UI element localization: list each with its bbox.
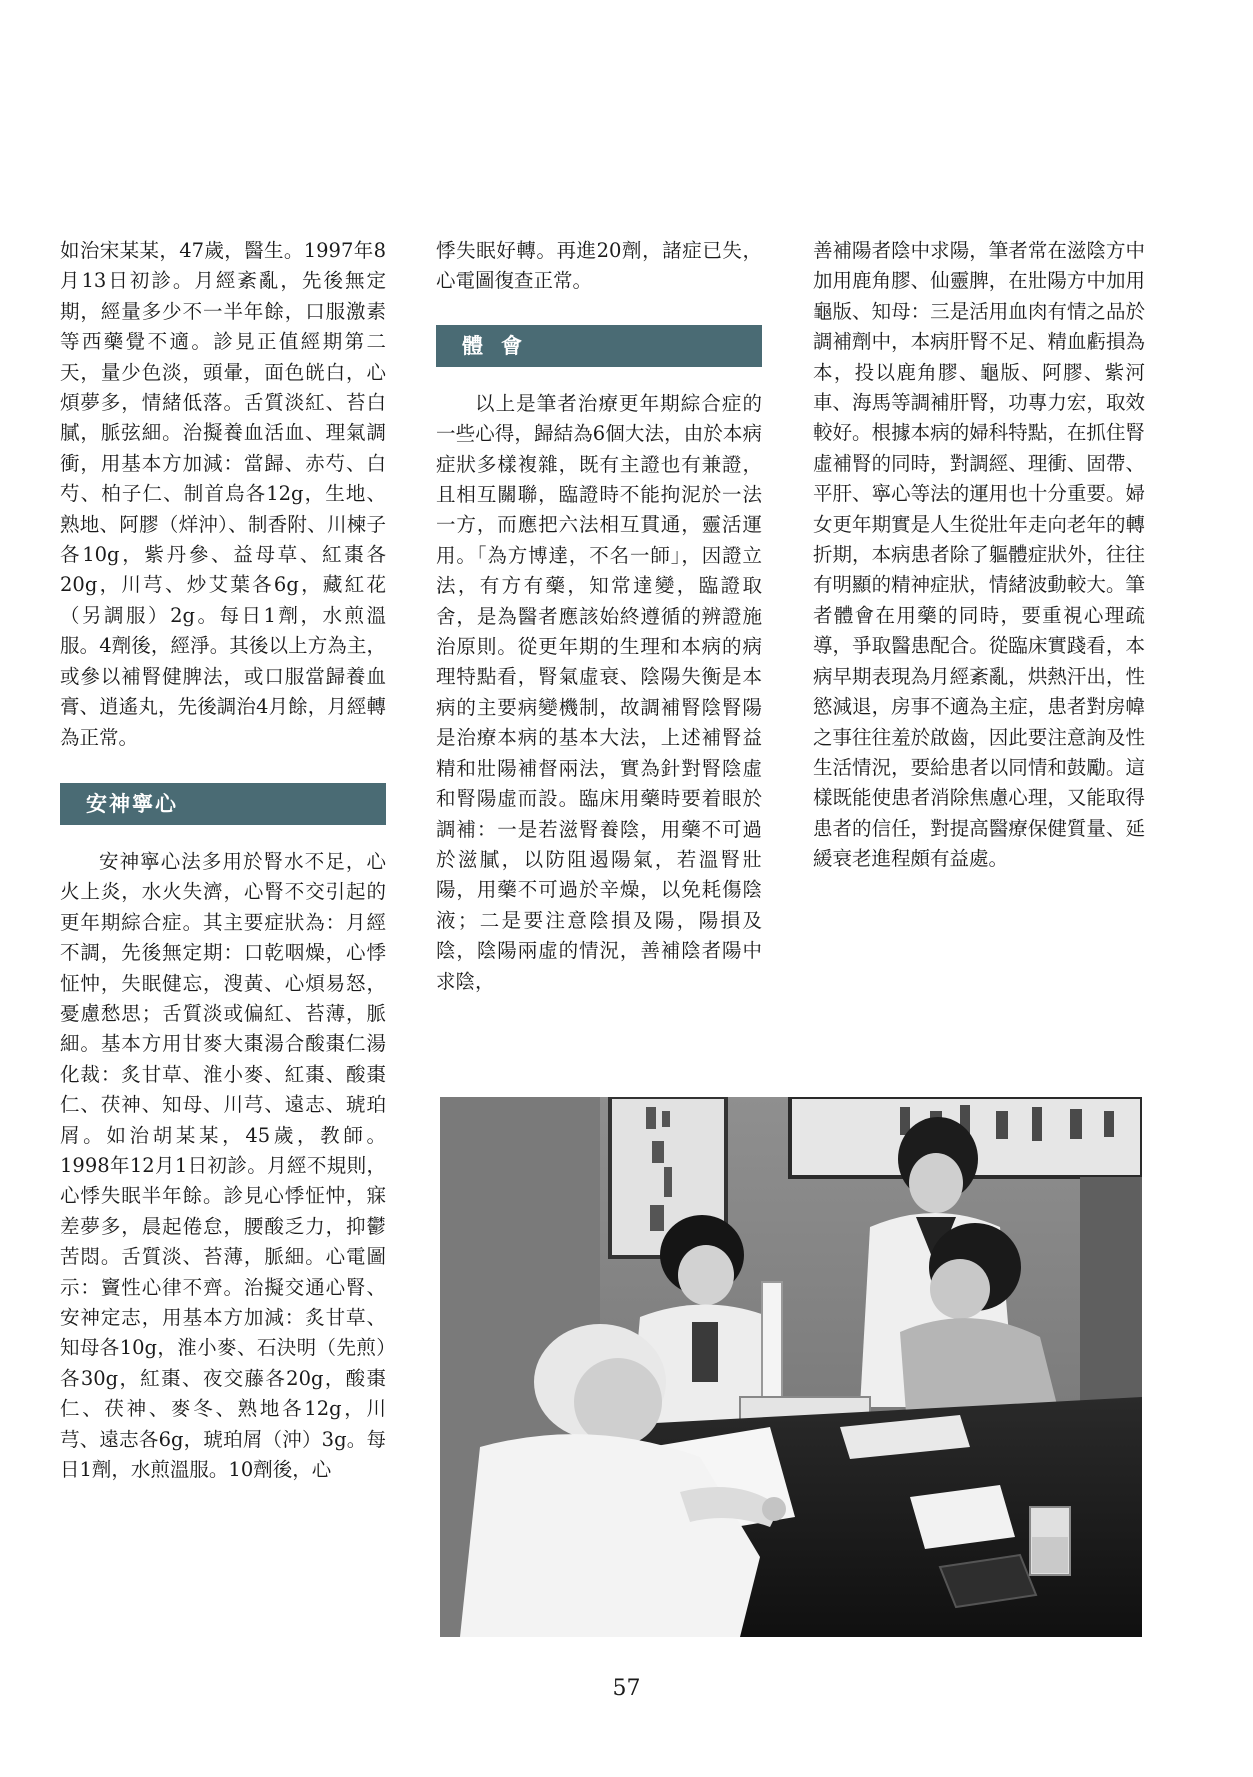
paragraph: 安神寧心法多用於腎水不足，心火上炎，水火失濟，心腎不交引起的更年期綜合症。其主要症狀為：月經不調，先後無定期：口乾咽燥，心悸怔忡，失眠健忘，溲黃、心煩易怒，憂慮愁思；舌質淡或偏紅、苔薄，脈細。基本方用甘麥大棗湯合酸棗仁湯化裁：炙甘草、淮小麥、紅棗、酸棗仁、茯神、知母、川芎、遠志、琥珀屑。如治胡某某，45歲，教師。1998年12月1日初診。月經不規則，心悸失眠半年餘。診見心悸怔忡，寐差夢多，晨起倦怠，腰酸乏力，抑鬱苦悶。舌質淡、苔薄，脈細。心電圖示：竇性心律不齊。治擬交通心腎、安神定志，用基本方加減：炙甘草、知母各10g，淮小麥、石決明（先煎）各30g，紅棗、夜交藤各20g，酸棗仁、茯神、麥冬、熟地各12g，川芎、遠志各6g，琥珀屑（沖）3g。每日1劑，水煎溫服。10劑後，心 — [60, 849, 386, 1482]
text-column-1 — [60, 236, 386, 1485]
text-column-3 — [813, 236, 1145, 875]
paragraph: 以上是筆者治療更年期綜合症的一些心得，歸結為6個大法，由於本病症狀多樣複雜，既有主證也有兼證，且相互關聯，臨證時不能拘泥於一法一方，而應把六法相互貫通，靈活運用。「為方博達，不名一師」，因證立法，有方有藥，知常達變，臨證取舍，是為醫者應該始終遵循的辨證施治原則。從更年期的生理和本病的病理特點看，腎氣虛衰、陰陽失衡是本病的主要病變機制，故調補腎陰腎陽是治療本病的基本大法，上述補腎益精和壯陽補督兩法，實為針對腎陰虛和腎陽虛而設。臨床用藥時要着眼於調補：一是若滋腎養陰，用藥不可過於滋膩，以防阻遏陽氣，若溫腎壯陽，用藥不可過於辛燥，以免耗傷陰液；二是要注意陰損及陽，陽損及陰，陰陽兩虛的情況，善補陰者陽中求陰， — [436, 391, 762, 993]
paragraph: 悸失眠好轉。再進20劑，諸症已失，心電圖復查正常。 — [436, 239, 762, 293]
paragraph: 善補陽者陰中求陽，筆者常在滋陰方中加用鹿角膠、仙靈脾，在壯陽方中加用龜版、知母：三是活用血肉有情之品於調補劑中，本病肝腎不足、精血虧損為本，投以鹿角膠、龜版、阿膠、紫河車、海馬等調補肝腎，功專力宏，取效較好。根據本病的婦科特點，在抓住腎虛補腎的同時，對調經、理衝、固帶、平肝、寧心等法的運用也十分重要。婦女更年期實是人生從壯年走向老年的轉折期，本病患者除了軀體症狀外，往往有明顯的精神症狀，情緒波動較大。筆者體會在用藥的同時，要重視心理疏導，爭取醫患配合。從臨床實踐看，本病早期表現為月經紊亂，烘熱汗出，性慾減退，房事不適為主症，患者對房幃之事往往羞於啟齒，因此要注意詢及性生活情況，要給患者以同情和鼓勵。這樣既能使患者消除焦慮心理，又能取得患者的信任，對提高醫療保健質量、延緩衰老進程頗有益處。 — [813, 239, 1145, 871]
page-number: 57 — [612, 1676, 641, 1701]
text-column-2 — [436, 236, 762, 997]
section-heading-calm-mind: 安神寧心 — [60, 783, 386, 825]
paragraph: 如治宋某某，47歲，醫生。1997年8月13日初診。月經紊亂，先後無定期，經量多少不一半年餘，口服激素等西藥覺不適。診見正值經期第二天，量少色淡，頭暈，面色㿠白，心煩夢多，情緒低落。舌質淡紅、苔白膩，脈弦細。治擬養血活血、理氣調衝，用基本方加減：當歸、赤芍、白芍、柏子仁、制首烏各12g，生地、熟地、阿膠（烊沖）、制香附、川楝子各10g，紫丹參、益母草、紅棗各20g，川芎、炒艾葉各6g，藏紅花（另調服）2g。每日1劑，水煎溫服。4劑後，經淨。其後以上方為主，或參以補腎健脾法，或口服當歸養血膏、逍遙丸，先後調治4月餘，月經轉為正常。 — [60, 239, 386, 749]
consultation-photo — [440, 1097, 1142, 1637]
section-heading-reflection: 體會 — [436, 325, 762, 367]
